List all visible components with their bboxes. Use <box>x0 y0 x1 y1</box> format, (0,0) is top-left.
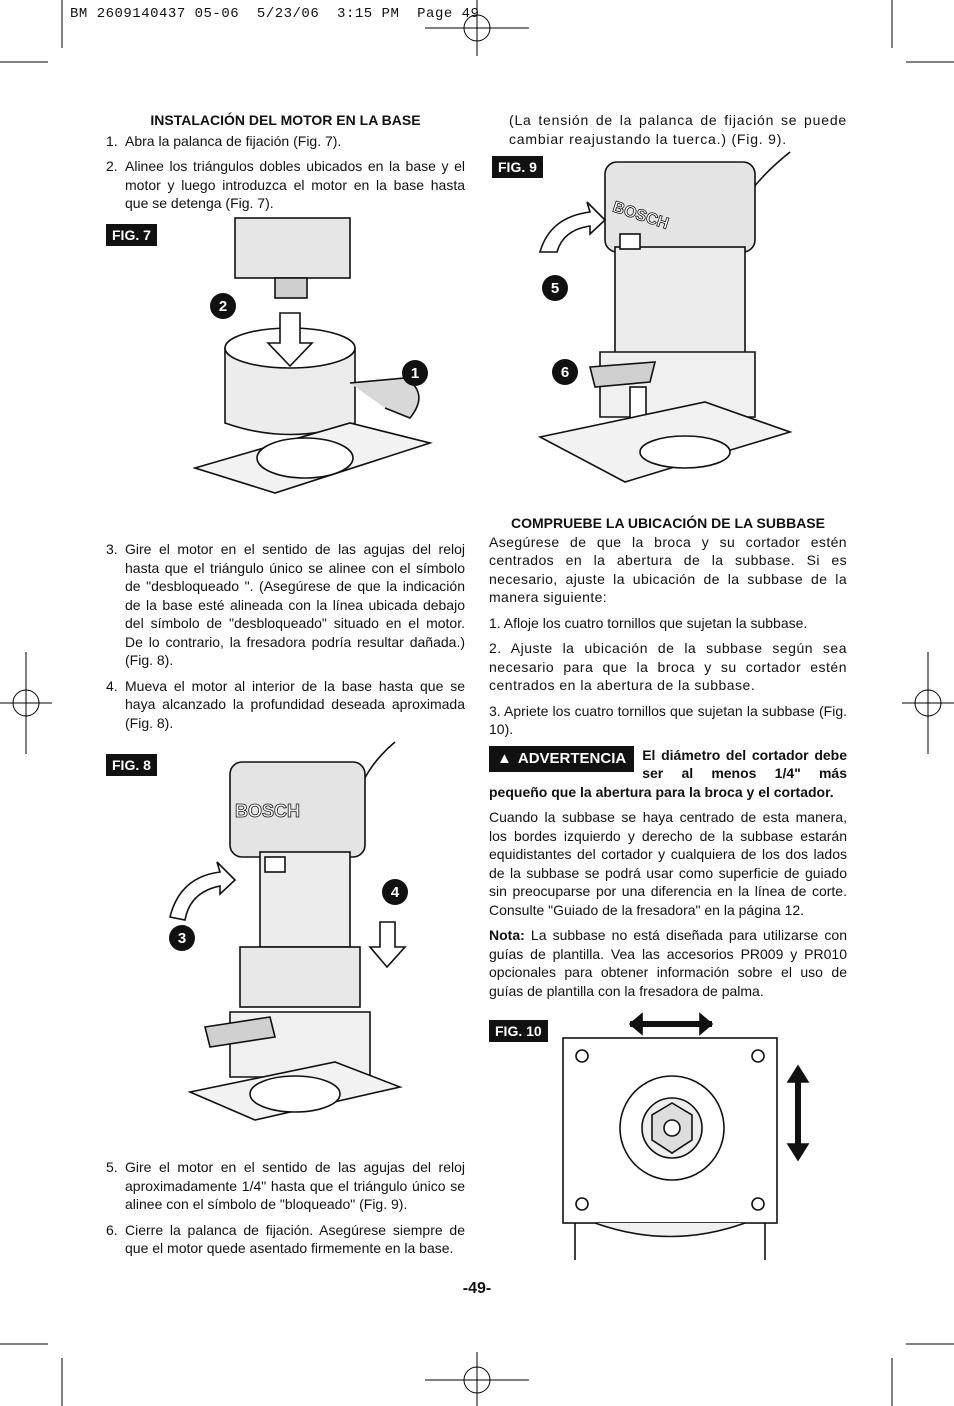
fig9-router-illustration <box>535 152 815 497</box>
bosch-logo: BOSCH <box>235 801 301 821</box>
right-intro <box>509 111 847 155</box>
callout-4: 4 <box>390 884 400 901</box>
callout-5: 5 <box>550 280 560 297</box>
left-column-top <box>106 111 465 220</box>
list-item: 1. Abra la palanca de fijación (Fig. 7). <box>106 132 342 149</box>
subbase-step-3: 3. Apriete los cuatro tornillos que sujetan la subbase (Fig. 10). <box>489 702 847 737</box>
subbase-step-1: 1. Afloje los cuatro tornillos que sujetan la subbase. <box>489 614 808 631</box>
list-item: 4. Mueva el motor al interior de la base hasta que se haya alcanzado la profundidad deseada aproximada (Fig. 8). <box>106 677 465 731</box>
warning-block <box>489 746 847 802</box>
callout-3: 3 <box>177 930 187 947</box>
left-column-mid <box>106 540 465 739</box>
fig8-label: FIG. 8 <box>106 754 157 776</box>
page-number: -49- <box>462 1280 492 1297</box>
fig7-label: FIG. 7 <box>106 224 157 246</box>
list-item: 2. Alinee los triángulos dobles ubicados en la base y el motor y luego introduzca el motor en la base hasta que se detenga (Fig. 7). <box>106 158 465 211</box>
note-paragraph <box>489 926 847 1000</box>
fig9-label: FIG. 9 <box>492 156 543 178</box>
fig10-subbase-illustration <box>560 1010 810 1265</box>
bosch-logo: BOSCH <box>610 198 671 233</box>
note-text: La subbase no está diseñada para utilizarse con guías de plantilla. Vea las accesorios PR009 y PR010 opcionales para obtener información sobre el uso de guías de plantilla con la fresadora de palma. <box>489 927 847 999</box>
print-slug: BM 2609140437 05-06 5/23/06 3:15 PM Page 49 <box>70 6 480 22</box>
warning-text: El diámetro del cortador debe ser al menos 1/4" más pequeño que la abertura para la broca y el cortador. <box>489 746 847 800</box>
fig7-router-illustration <box>190 218 450 503</box>
list-item: 6. Cierre la palanca de fijación. Asegúrese siempre de que el motor quede asentado firmemente en la base. <box>106 1221 465 1256</box>
centering-paragraph: Cuando la subbase se haya centrado de esta manera, los bordes izquierdo y derecho de la subbase estarán equidistantes del cortador y cualquiera de los dos lados de la subbase se podrá usar como superficie de guiado sin preocuparse por una diferencia en la línea de corte. Consulte "Guiado de la fresadora" en la página 12. <box>489 809 847 918</box>
callout-1: 1 <box>410 365 420 382</box>
warning-triangle-icon: ▲ <box>497 749 512 767</box>
list-item: 3. Gire el motor en el sentido de las agujas del reloj hasta que el triángulo único se alinee con el símbolo de "desbloqueado ". (Asegúrese de que la indicación de la base esté alineada con la línea ubicada debajo del símbolo de "desbloqueado" situado en el motor. De lo contrario, la fresadora podría resultar dañada.) (Fig. 8). <box>106 541 465 668</box>
callout-6: 6 <box>560 364 570 381</box>
section-heading-subbase: COMPRUEBE LA UBICACIÓN DE LA SUBBASE <box>511 515 825 531</box>
subbase-step-2: 2. Ajuste la ubicación de la subbase según sea necesario para que la broca y su cortador estén centrados en la abertura de la subbase. <box>489 640 847 693</box>
fig10-label: FIG. 10 <box>489 1020 548 1042</box>
callout-2: 2 <box>218 298 228 315</box>
left-column-bottom <box>106 1158 465 1265</box>
note-label: Nota: <box>489 927 525 943</box>
subbase-intro: Asegúrese de que la broca y su cortador estén centrados en la abertura de la subbase. Si es necesario, ajuste la ubicación de la subbase de la manera siguiente: <box>489 533 847 605</box>
right-column-body <box>489 514 847 1007</box>
lever-tension-note: (La tensión de la palanca de fijación se puede cambiar reajustando la tuerca.) (Fig. 9). <box>509 112 847 147</box>
warning-badge: ▲ ADVERTENCIA <box>489 746 634 773</box>
section-heading-install: INSTALACIÓN DEL MOTOR EN LA BASE <box>150 112 421 128</box>
list-item: 5. Gire el motor en el sentido de las agujas del reloj aproximadamente 1/4" hasta que el triángulo único se alinee con el símbolo de "bloqueado" (Fig. 9). <box>106 1159 465 1212</box>
fig8-router-illustration <box>165 742 425 1122</box>
